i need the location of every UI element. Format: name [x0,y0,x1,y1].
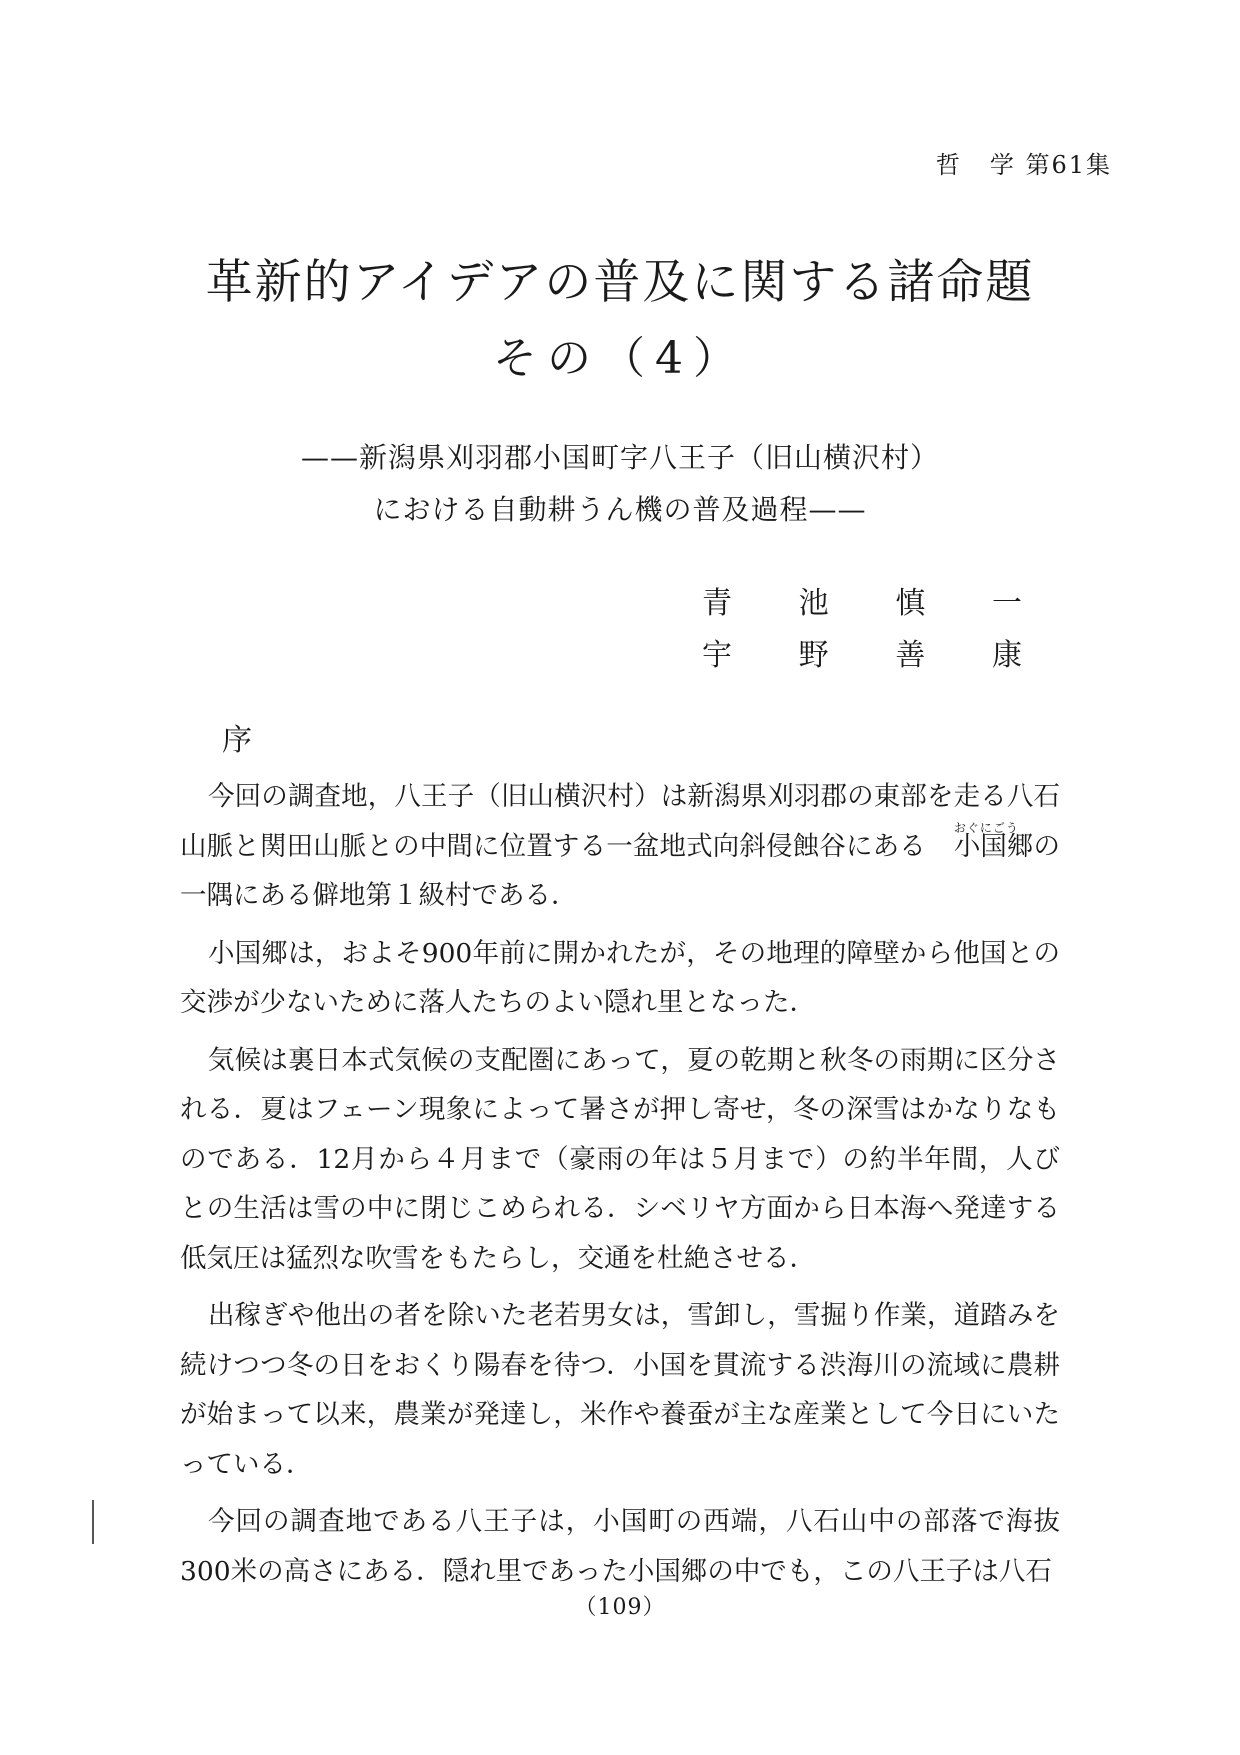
author-1 [702,578,1022,630]
paragraph-4: 出稼ぎや他出の者を除いた老若男女は，雪卸し，雪掘り作業，道踏みを続けつつ冬の日をおくり陽春を待つ．小国を貫流する渋海川の流域に農耕が始まって以来，農業が発達し，米作や養蚕が主な産業として今日にいたっている． [180,1300,1060,1480]
furigana-base: 小国郷 [953,830,1034,862]
author-2-char: 康 [991,638,1022,673]
furigana-term [926,822,1034,872]
paragraph-1-text-b: の一隅にある僻地第１級村である． [180,830,1061,911]
section-heading: 序 [222,723,252,758]
author-2 [702,630,1022,682]
margin-mark [92,1500,94,1544]
paragraph-2: 小国郷は，およそ900年前に開かれたが，その地理的障壁から他国との交渉が少ないために落人たちのよい隠れ里となった． [180,937,1060,1018]
paragraph-1 [180,772,1060,921]
subtitle-line-2: における自動耕うん機の普及過程—— [373,493,867,526]
paper-subtitle [0,432,1240,536]
author-2-char: 宇 [702,638,732,673]
author-list [702,578,1022,682]
author-1-char: 一 [991,586,1022,621]
author-2-char: 善 [895,638,926,673]
journal-header [936,145,1112,180]
title-block [0,255,1240,386]
author-1-char: 池 [798,586,829,621]
furigana-reading: おぐにごう [953,820,1019,835]
paper-title: 革新的アイデアの普及に関する諸命題 [205,255,1035,310]
journal-name-char1: 哲 [935,151,962,179]
paragraph-5: 今回の調査地である八王子は，小国町の西端，八石山中の部落で海抜300米の高さにある．隠れ里であった小国郷の中でも，この八王子は八石 [180,1506,1060,1587]
paragraph-3: 気候は裏日本式気候の支配圏にあって，夏の乾期と秋冬の雨期に区分される．夏はフェーン現象によって暑さが押し寄せ，冬の深雪はかなりなものである．12月から４月まで（豪雨の年は５月まで）の約半年間，人びとの生活は雪の中に閉じこめられる．シベリヤ方面から日本海へ発達する低気圧は猛烈な吹雪をもたらし，交通を杜絶させる． [180,1044,1060,1274]
author-2-char: 野 [798,638,829,673]
author-1-char: 青 [702,586,732,621]
paragraph-1-text-a: 今回の調査地，八王子（旧山横沢村）は新潟県刈羽郡の東部を走る八石山脈と関田山脈との中間に位置する一盆地式向斜侵蝕谷にある [180,781,1060,862]
paper-title-part: その（4） [493,333,747,385]
author-1-char: 慎 [895,586,926,621]
body-text [180,772,1060,1604]
subtitle-line-1: ——新潟県刈羽郡小国町字八王子（旧山横沢村） [300,441,939,474]
journal-name-char2: 学 [989,151,1016,179]
journal-volume: 第61集 [1025,151,1112,179]
page-number: （109） [574,1595,666,1620]
